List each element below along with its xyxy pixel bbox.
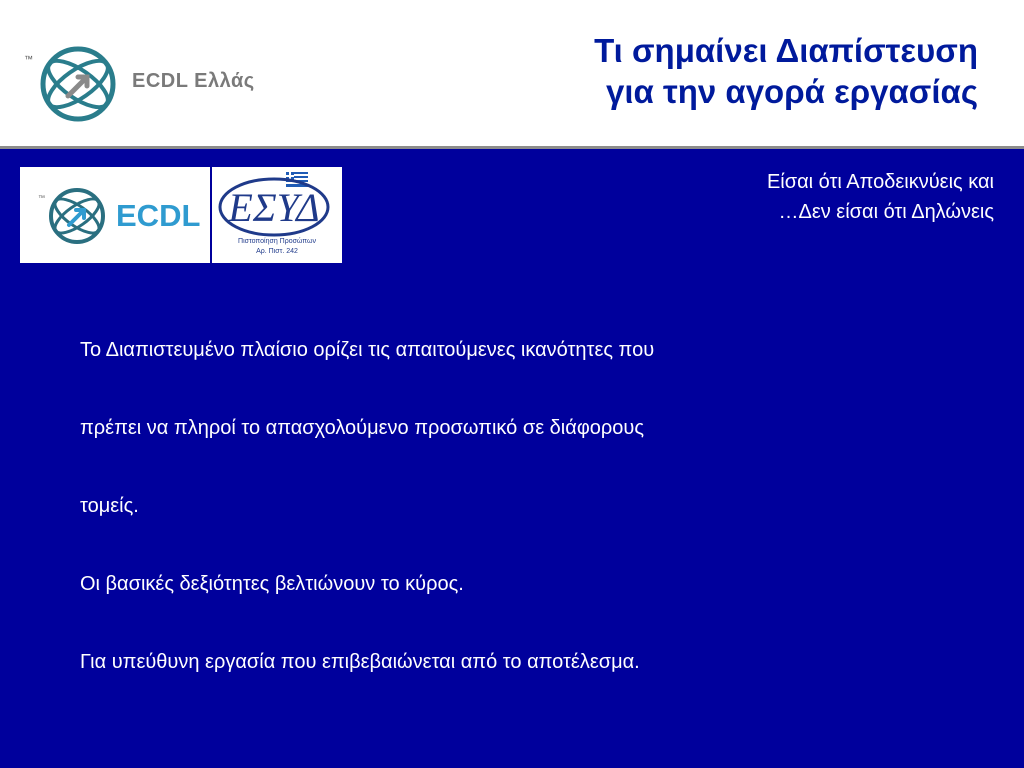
body-line-5: Για υπεύθυνη εργασία που επιβεβαιώνεται από το αποτέλεσμα. <box>80 651 640 673</box>
subtitle-line-2: …Δεν είσαι ότι Δηλώνεις <box>778 201 994 223</box>
subtitle-line-1: Είσαι ότι Αποδεικνύεις και <box>766 171 994 193</box>
ecdl-badge-text: ECDL <box>116 198 201 233</box>
ecdl-badge-tm: ™ <box>38 195 45 202</box>
body-line-4: Οι βασικές δεξιότητες βελτιώνουν το κύρος. <box>80 573 464 595</box>
slide-subtitle <box>767 167 994 227</box>
body-text <box>80 335 960 725</box>
ecdl-badge-globe-icon <box>46 185 108 247</box>
body-line-1: Το Διαπιστευμένο πλαίσιο ορίζει τις απαιτούμενες ικανότητες που <box>80 339 655 361</box>
body-line-3: τομείς. <box>80 495 139 517</box>
trademark-mark: ™ <box>24 54 33 64</box>
slide-body <box>0 149 1024 768</box>
esyd-caption-2: Αρ. Πιστ. 242 <box>256 248 298 255</box>
ecdl-hellas-logo <box>22 42 262 132</box>
body-line-2: πρέπει να πληροί το απασχολούμενο προσωπικό σε διάφορους <box>80 417 644 439</box>
title-line-1: Τι σημαίνει Διαπίστευση <box>594 32 978 69</box>
slide-header <box>0 0 1024 148</box>
slide-title <box>594 30 978 112</box>
ecdl-globe-icon <box>38 44 118 124</box>
title-line-2: για την αγορά εργασίας <box>606 73 978 110</box>
esyd-badge <box>212 167 342 263</box>
logo-text: ECDL Ελλάς <box>132 70 255 92</box>
esyd-caption-1: Πιστοποίηση Προσώπων <box>238 238 316 245</box>
svg-text:ΕΣΥΔ: ΕΣΥΔ <box>228 185 320 230</box>
ecdl-badge <box>20 167 210 263</box>
